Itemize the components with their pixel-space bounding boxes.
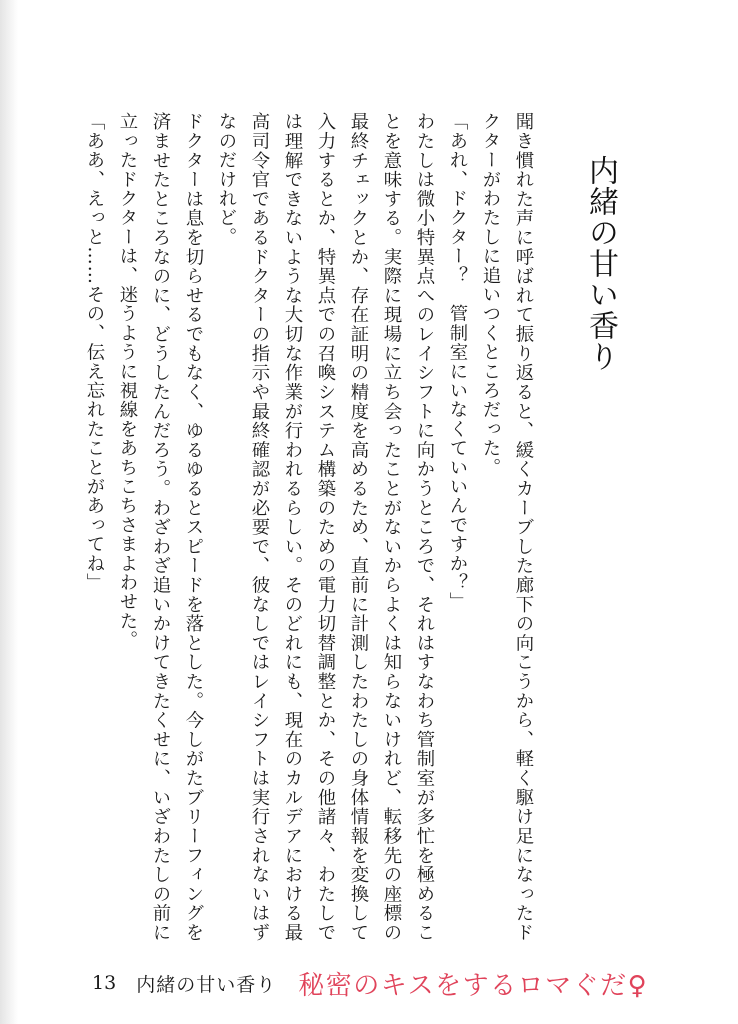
- paragraph: 「ああ、えっと……その、伝え忘れたことがあってね」: [84, 112, 105, 592]
- paragraph: 聞き慣れた声に呼ばれて振り返ると、緩くカーブした廊下の向こうから、軽く駆け足になったドクターがわたしに追いつくところだった。: [480, 112, 534, 942]
- page-number: 13: [92, 972, 117, 994]
- paragraph: 「あれ、ドクター？ 管制室にいなくていいんですか？」: [447, 112, 468, 612]
- body-text: [84, 112, 540, 942]
- chapter-title: 内緒の甘い香り: [583, 155, 618, 372]
- paragraph: わたしは微小特異点へのレイシフトに向かうところで、それはすなわち管制室が多忙を極めることを意味する。実際に現場に立ち会ったことがないからよくは知らないけれど、転移先の座標の最終チェックとか、存在証明の精度を高めるため、直前に計測したわたしの身体情報を変換して入力するとか、特異点での召喚システム構築のための電力切替調整とか、その他諸々、わたしでは理解できないような大切な作業が行われるらしい。そのどれにも、現在のカルデアにおける最高司令官であるドクターの指示や最終確認が必要で、彼なしではレイシフトは実行されないはずなのだけれど。: [216, 112, 435, 942]
- paragraph: ドクターは息を切らせるでもなく、ゆるゆるとスピードを落とした。今しがたブリーフィングを済ませたところなのに、どうしたんだろう。わざわざ追いかけてきたくせに、いざわたしの前に立ったドクターは、迷うように視線をあちこちさまよわせた。: [117, 112, 204, 942]
- page-gutter-shadow: [0, 0, 18, 1024]
- page-footer: [92, 965, 648, 1001]
- running-title: 内緒の甘い香り: [136, 973, 277, 996]
- overlay-caption: 秘密のキスをするロマぐだ♀: [298, 970, 649, 1001]
